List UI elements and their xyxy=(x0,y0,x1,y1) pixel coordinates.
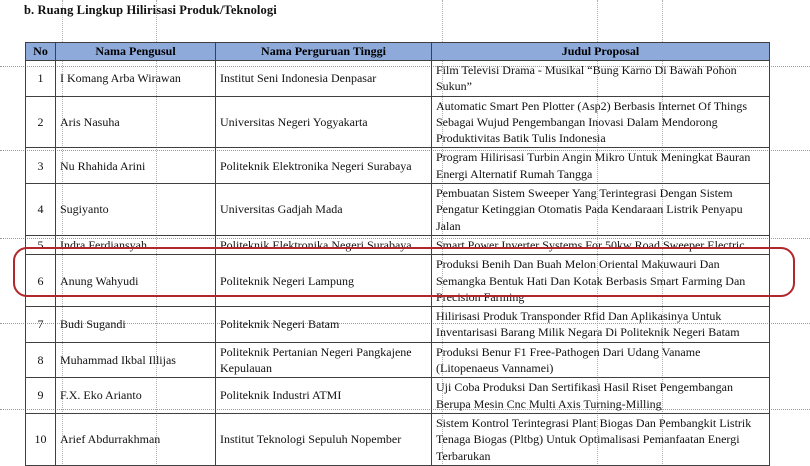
university-name: Universitas Negeri Yogyakarta xyxy=(216,96,432,148)
table-row xyxy=(26,96,770,148)
header-university: Nama Perguruan Tinggi xyxy=(216,43,432,61)
header-proposer: Nama Pengusul xyxy=(56,43,216,61)
table-row xyxy=(26,413,770,465)
proposer-name: Arief Abdurrakhman xyxy=(56,413,216,465)
proposer-name: Nu Rhahida Arini xyxy=(56,148,216,184)
proposal-title: Produksi Benur F1 Free-Pathogen Dari Udang Vaname (Litopenaeus Vannamei) xyxy=(432,342,770,378)
row-number: 8 xyxy=(26,342,56,378)
university-name: Politeknik Negeri Batam xyxy=(216,307,432,343)
university-name: Politeknik Pertanian Negeri Pangkajene Kepulauan xyxy=(216,342,432,378)
proposer-name: Indra Ferdiansyah xyxy=(56,235,216,254)
proposer-name: Budi Sugandi xyxy=(56,307,216,343)
university-name: Institut Teknologi Sepuluh Nopember xyxy=(216,413,432,465)
header-no: No xyxy=(26,43,56,61)
table-row xyxy=(26,235,770,254)
proposer-name: Anung Wahyudi xyxy=(56,255,216,307)
row-number: 6 xyxy=(26,255,56,307)
proposer-name: Sugiyanto xyxy=(56,184,216,236)
row-number: 5 xyxy=(26,235,56,254)
proposal-title: Film Televisi Drama - Musikal “Bung Karno Di Bawah Pohon Sukun” xyxy=(432,61,770,97)
proposal-title: Smart Power Inverter Systems For 50kw Road Sweeper Electric xyxy=(432,235,770,254)
row-number: 4 xyxy=(26,184,56,236)
university-name: Institut Seni Indonesia Denpasar xyxy=(216,61,432,97)
table-header-row xyxy=(26,43,770,61)
table-row xyxy=(26,148,770,184)
row-number: 7 xyxy=(26,307,56,343)
proposer-name: Aris Nasuha xyxy=(56,96,216,148)
proposer-name: F.X. Eko Arianto xyxy=(56,378,216,414)
row-number: 1 xyxy=(26,61,56,97)
table-row xyxy=(26,61,770,97)
table-row xyxy=(26,255,770,307)
university-name: Universitas Gadjah Mada xyxy=(216,184,432,236)
proposal-title: Sistem Kontrol Terintegrasi Plant Biogas Dan Pembangkit Listrik Tenaga Biogas (Pltbg) Untuk Optimalisasi Pemanfaatan Energi Terbarukan xyxy=(432,413,770,465)
proposal-title: Pembuatan Sistem Sweeper Yang Terintegrasi Dengan Sistem Pengatur Ketinggian Otomatis Pada Kendaraan Listrik Penyapu Jalan xyxy=(432,184,770,236)
proposal-title: Program Hilirisasi Turbin Angin Mikro Untuk Meningkat Bauran Energi Alternatif Rumah Tangga xyxy=(432,148,770,184)
row-number: 2 xyxy=(26,96,56,148)
proposal-title: Hilirisasi Produk Transponder Rfid Dan Aplikasinya Untuk Inventarisasi Barang Milik Negara Di Politeknik Negeri Batam xyxy=(432,307,770,343)
proposal-table xyxy=(25,42,770,466)
proposal-title: Produksi Benih Dan Buah Melon Oriental Makuwauri Dan Semangka Bentuk Hati Dan Kotak Berbasis Smart Farming Dan Precision Farming xyxy=(432,255,770,307)
proposer-name: Muhammad Ikbal Illijas xyxy=(56,342,216,378)
section-heading: b. Ruang Lingkup Hilirisasi Produk/Teknologi xyxy=(24,3,277,17)
proposal-title: Uji Coba Produksi Dan Sertifikasi Hasil Riset Pengembangan Berupa Mesin Cnc Multi Axis Turning-Milling xyxy=(432,378,770,414)
row-number: 9 xyxy=(26,378,56,414)
table-row xyxy=(26,307,770,343)
table-row xyxy=(26,342,770,378)
row-number: 3 xyxy=(26,148,56,184)
table-row xyxy=(26,184,770,236)
table-row xyxy=(26,378,770,414)
university-name: Politeknik Elektronika Negeri Surabaya xyxy=(216,235,432,254)
university-name: Politeknik Industri ATMI xyxy=(216,378,432,414)
proposal-title: Automatic Smart Pen Plotter (Asp2) Berbasis Internet Of Things Sebagai Wujud Pengembangan Inovasi Dalam Mendorong Produktivitas Batik Tulis Indonesia xyxy=(432,96,770,148)
row-number: 10 xyxy=(26,413,56,465)
proposer-name: I Komang Arba Wirawan xyxy=(56,61,216,97)
header-title: Judul Proposal xyxy=(432,43,770,61)
university-name: Politeknik Elektronika Negeri Surabaya xyxy=(216,148,432,184)
university-name: Politeknik Negeri Lampung xyxy=(216,255,432,307)
